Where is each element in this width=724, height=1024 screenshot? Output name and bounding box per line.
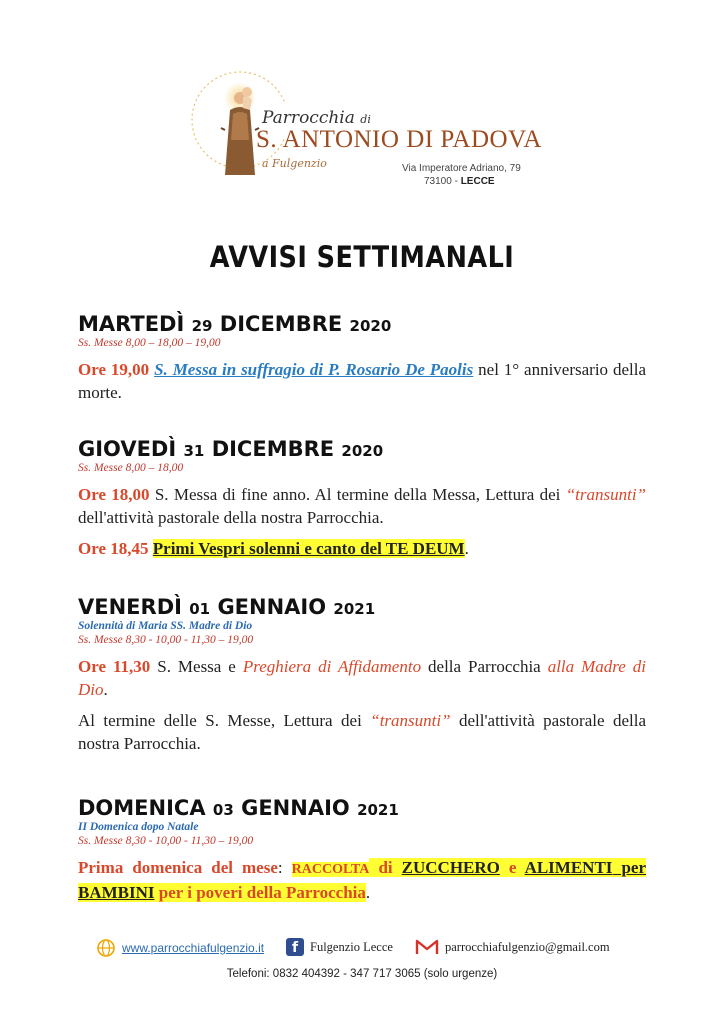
day-number: 01 (189, 600, 211, 618)
month-name: DICEMBRE (219, 312, 343, 336)
address-zip: 73100 - (424, 176, 458, 187)
year: 2021 (333, 600, 376, 618)
collection-poor: per i poveri della Parrocchia (154, 883, 366, 902)
notice-paragraph (78, 655, 646, 701)
memorial-mass-link[interactable]: S. Messa in suffragio di P. Rosario De Paolis (154, 360, 474, 379)
notice-section-friday (78, 595, 646, 755)
mass-times: Ss. Messe 8,00 – 18,00 (78, 462, 184, 474)
day-number: 03 (212, 801, 234, 819)
prayer-term: Preghiera di Affidamento (242, 657, 422, 676)
facebook-name[interactable]: Fulgenzio Lecce (310, 939, 393, 954)
notice-paragraph (78, 537, 646, 560)
transunti-term: “transunti” (565, 485, 646, 504)
section-day-heading (78, 796, 646, 820)
month-name: GENNAIO (217, 595, 327, 619)
madre-term: alla Madre di Dio (78, 657, 646, 699)
collection-food: ALIMENTI (524, 858, 613, 877)
section-day-heading (78, 312, 646, 336)
paragraph-text: S. Messa di fine anno. Al termine della Messa, Lettura dei (149, 485, 566, 504)
notice-paragraph (78, 856, 646, 904)
paragraph-text: della Parrocchia (421, 657, 548, 676)
email-contact (415, 938, 610, 956)
paragraph-text: . (464, 539, 469, 558)
email-address[interactable]: parrocchiafulgenzio@gmail.com (445, 939, 610, 954)
saint-name: S. ANTONIO DI PADOVA (256, 126, 542, 153)
collection-di: di (369, 858, 402, 877)
paragraph-text: dell'attività pastorale della nostra Parrocchia. (78, 711, 646, 753)
mass-times: Ss. Messe 8,00 – 18,00 – 19,00 (78, 337, 221, 349)
paragraph-text: . (103, 680, 108, 699)
paragraph-text: . (365, 883, 371, 902)
address-city: LECCE (460, 176, 495, 187)
year: 2020 (341, 442, 384, 460)
paragraph-text: : (277, 858, 292, 877)
paragraph-text: dell'attività pastorale della nostra Parrocchia. (78, 508, 384, 527)
highlighted-event: Primi Vespri solenni e canto del TE DEUM (152, 539, 465, 558)
fulgenzio-label: a Fulgenzio (262, 157, 327, 170)
feast-name: II Domenica dopo Natale (78, 821, 199, 833)
page-title: AVVISI SETTIMANALI (209, 240, 515, 274)
parish-word: Parrocchia (262, 108, 355, 128)
notice-paragraph (78, 483, 646, 529)
address-city-line (424, 176, 495, 187)
globe-icon (96, 938, 116, 958)
notice-paragraph (78, 709, 646, 755)
collection-and: e (499, 858, 525, 877)
parish-di: di (360, 113, 371, 126)
phone-numbers: Telefoni: 0832 404392 - 347 717 3065 (solo urgenze) (226, 968, 498, 980)
paragraph-text: S. Messa e (150, 657, 243, 676)
notice-paragraph (78, 358, 646, 404)
event-time: Ore 18,45 (78, 539, 149, 558)
day-name: MARTEDÌ (78, 312, 185, 336)
notice-section-tuesday (78, 312, 646, 404)
collection-lead: Prima domenica del mese (78, 858, 278, 877)
facebook-contact (286, 938, 393, 956)
collection-children: per BAMBINI (78, 858, 646, 902)
website-contact (96, 938, 264, 958)
notice-section-thursday (78, 437, 646, 560)
month-name: GENNAIO (241, 796, 350, 820)
collection-sugar: ZUCCHERO (401, 858, 500, 877)
collection-label: RACCOLTA (291, 862, 370, 877)
website-link[interactable]: www.parrocchiafulgenzio.it (122, 941, 265, 955)
section-day-heading (78, 595, 646, 619)
notice-section-sunday (78, 796, 646, 904)
paragraph-text: Al termine delle S. Messe, Lettura dei (78, 711, 371, 730)
gmail-icon (415, 938, 439, 956)
mass-times: Ss. Messe 8,30 - 10,00 - 11,30 – 19,00 (78, 634, 254, 646)
year: 2021 (357, 801, 399, 819)
facebook-icon: f (286, 938, 304, 956)
day-number: 31 (183, 442, 205, 460)
transunti-term: “transunti” (370, 711, 451, 730)
paragraph-text: nel 1° anniversario della morte. (78, 360, 646, 402)
event-time: Ore 18,00 (78, 485, 150, 504)
mass-times: Ss. Messe 8,30 - 10,00 - 11,30 – 19,00 (78, 835, 254, 847)
section-day-heading (78, 437, 646, 461)
day-name: GIOVEDÌ (78, 437, 177, 461)
day-name: VENERDÌ (78, 595, 182, 619)
month-name: DICEMBRE (211, 437, 335, 461)
address-street: Via Imperatore Adriano, 79 (402, 163, 521, 174)
event-time: Ore 11,30 (78, 657, 151, 676)
day-name: DOMENICA (78, 796, 206, 820)
day-number: 29 (191, 317, 213, 335)
year: 2020 (349, 317, 392, 335)
feast-name: Solennità di Maria SS. Madre di Dio (78, 620, 253, 632)
event-time: Ore 19,00 (78, 360, 150, 379)
parish-label (262, 108, 371, 128)
